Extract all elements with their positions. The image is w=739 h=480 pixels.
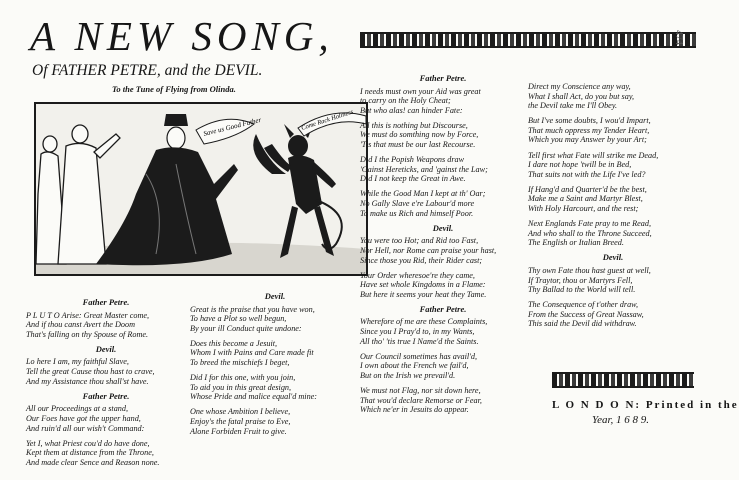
- verse-line: To breed the mischiefs I beget,: [190, 358, 290, 368]
- verse-column-3: [360, 72, 526, 420]
- verse-line: But here it seems your heat they Tame.: [360, 289, 487, 299]
- stanza: [360, 236, 526, 265]
- stanza: [190, 407, 360, 436]
- speaker-label: Devil.: [432, 222, 454, 233]
- verse-line: You were too Hot; and Rid too Fast,: [360, 236, 479, 246]
- verse-line: Which ne'er in Jesuits do appear.: [360, 405, 469, 415]
- speaker-label: Father Petre.: [419, 73, 467, 83]
- verse-line: Our Council sometimes has avail'd,: [360, 351, 478, 361]
- verse-line: And ruin'd all our wish't Command:: [26, 423, 145, 433]
- verse-line: Whose Pride and malice equal'd mine:: [190, 392, 318, 402]
- imprint: [552, 398, 739, 428]
- verse-line: Did I for this one, with you join,: [190, 373, 296, 383]
- stanza: [528, 151, 698, 180]
- verse-line: Since those you Rid, their Rider cast;: [360, 255, 483, 265]
- tune-line: To the Tune of Flying from Olinda.: [112, 84, 236, 94]
- woodcut-image: [36, 104, 366, 274]
- verse-line: The Consequence of t'other draw,: [528, 300, 639, 310]
- verse-line: And made clear Sence and Reason none.: [26, 457, 160, 467]
- verse-line: We must do somthing now by Force,: [360, 130, 479, 140]
- stanza: [360, 386, 526, 415]
- verse-line: If Hang'd and Quarter'd be the best,: [528, 184, 647, 194]
- verse-line: Does this become a Jesuit,: [190, 338, 278, 348]
- devil-figure: [253, 122, 342, 258]
- stanza: [360, 87, 526, 116]
- verse-line: To have a Plot so well begun,: [190, 314, 287, 324]
- stanza: [26, 404, 186, 433]
- verse-line: That suits not with the Life I've led?: [528, 169, 646, 179]
- verse-line: to carry on the Holy Cheat;: [360, 96, 451, 106]
- speaker-label: Devil.: [602, 252, 624, 263]
- verse-line: Direct my Conscience any way,: [528, 82, 631, 91]
- verse-column-2: [190, 290, 360, 442]
- verse-column-1: [26, 296, 186, 473]
- stanza: [528, 185, 698, 214]
- verse-line: But I've some doubts, I wou'd Impart,: [528, 116, 651, 126]
- verse-line: Kept them at distance from the Throne,: [26, 448, 154, 458]
- speech-scroll-left: [196, 116, 262, 144]
- stanza: [528, 82, 698, 111]
- verse-line: But on the Irish we prevail'd.: [360, 370, 456, 380]
- verse-line: Lo here I am, my faithful Slave,: [26, 357, 129, 367]
- verse-line: I dare not hope 'twill be in Bed,: [528, 160, 632, 170]
- svg-text:Save us Good Father: Save us Good Father: [202, 115, 263, 138]
- verse-line: To make us Rich and himself Poor.: [360, 208, 474, 218]
- verse-line: Whom I with Pains and Care made fit: [190, 348, 314, 358]
- verse-line: Nor Hell, nor Rome can praise your hast,: [360, 245, 497, 255]
- verse-line: One whose Ambition I believe,: [190, 407, 291, 417]
- margin-number: 474: [673, 30, 684, 45]
- verse-line: Your Order wheresoe're they came,: [360, 270, 475, 280]
- verse-line: We must not Flag, nor sit down here,: [360, 386, 481, 396]
- verse-line: Which you may Answer by your Art;: [528, 135, 647, 145]
- verse-line: And my Assistance thou shall'st have.: [26, 376, 149, 386]
- stanza: [26, 311, 186, 340]
- stanza: [360, 317, 526, 346]
- stanza: [26, 439, 186, 468]
- speaker-label: Devil.: [95, 343, 117, 354]
- verse-line: Great is the praise that you have won,: [190, 304, 315, 314]
- stanza: [528, 266, 698, 295]
- verse-line: I needs must own your Aid was great: [360, 86, 481, 96]
- stanza: [190, 373, 360, 402]
- imprint-ornament-band: [552, 372, 694, 388]
- svg-text:Come Rack Holiness: Come Rack Holiness: [300, 108, 355, 132]
- verse-line: That wou'd declare Remorse or Fear,: [360, 395, 482, 405]
- verse-line: Have set whole Kingdoms in a Flame:: [360, 280, 486, 290]
- title-ornament-band: [360, 32, 696, 48]
- verse-line: But who alas! can hinder Fate:: [360, 105, 463, 115]
- verse-line: All tho' 'tis true I Name'd the Saints.: [360, 336, 479, 346]
- verse-line: If Traytor, thou or Martyrs Fell,: [528, 275, 633, 285]
- verse-line: With Holy Harcourt, and the rest;: [528, 204, 639, 214]
- verse-line: the Devil take me I'll Obey.: [528, 101, 618, 111]
- stanza: [360, 121, 526, 150]
- verse-line: Make me a Saint and Martyr Blest,: [528, 194, 643, 204]
- ballad-subtitle: Of FATHER PETRE, and the DEVIL.: [32, 62, 263, 79]
- verse-line: That much oppress my Tender Heart,: [528, 125, 650, 135]
- stanza: [26, 357, 186, 386]
- verse-line: Thy own Fate thou hast guest at well,: [528, 266, 651, 275]
- stanza: [360, 155, 526, 184]
- speech-scroll-right: [298, 108, 366, 136]
- verse-line: Yet I, what Priest cou'd do have done,: [26, 438, 150, 448]
- verse-line: 'Gainst Hereticks, and 'gainst the Law;: [360, 164, 488, 174]
- speaker-label: Father Petre.: [419, 303, 467, 314]
- verse-line: I own about the French we fail'd,: [360, 361, 469, 371]
- stanza: [528, 219, 698, 248]
- verse-line: From the Success of Great Nassaw,: [528, 309, 644, 319]
- verse-line: Alone Forbiden Fruit to give.: [190, 426, 287, 436]
- imprint-line-1: L O N D O N: Printed in the: [552, 399, 739, 411]
- speaker-label: Father Petre.: [82, 297, 130, 307]
- verse-line: That's falling on thy Spouse of Rome.: [26, 329, 149, 339]
- speaker-label: Father Petre.: [82, 390, 130, 401]
- verse-line: P L U T O Arise: Great Master come,: [26, 310, 150, 320]
- stanza: [528, 116, 698, 145]
- verse-line: Did I not keep the Great in Awe.: [360, 174, 466, 184]
- verse-line: Enjoy's the fatal praise to Eve,: [190, 417, 291, 427]
- woodcut-illustration: [34, 102, 368, 276]
- stanza: [360, 352, 526, 381]
- verse-line: All our Proceedings at a stand,: [26, 404, 129, 414]
- verse-line: 'Tis that must be our last Recourse.: [360, 140, 476, 150]
- verse-line: Tell the great Cause thou hast to crave,: [26, 367, 155, 377]
- verse-line: Our Foes have got the upper hand,: [26, 413, 141, 423]
- imprint-line-2: Year, 1 6 8 9.: [592, 414, 650, 426]
- verse-line: And who shall to the Throne Succeed,: [528, 228, 652, 238]
- verse-line: Wherefore of me are these Complaints,: [360, 317, 488, 327]
- speaker-label: Devil.: [264, 291, 286, 301]
- verse-line: This said the Devil did withdraw.: [528, 319, 637, 329]
- verse-line: To aid you in this great design,: [190, 382, 292, 392]
- verse-line: While the Good Man I kept at th' Oar;: [360, 189, 486, 199]
- stanza: [360, 189, 526, 218]
- verse-line: Tell first what Fate will strike me Dead,: [528, 150, 659, 160]
- verse-line: And if thou canst Avert the Doom: [26, 320, 136, 330]
- friars-figures: [36, 125, 120, 264]
- verse-line: The English or Italian Breed.: [528, 238, 624, 248]
- verse-column-4: [528, 82, 698, 335]
- stanza: [528, 300, 698, 329]
- verse-line: Did I the Popish Weapons draw: [360, 155, 465, 165]
- ballad-title: A NEW SONG,: [30, 13, 334, 59]
- verse-line: What I shall Act, do you but say,: [528, 91, 635, 101]
- verse-line: Next Englands Fate pray to me Read,: [528, 219, 652, 229]
- stanza: [190, 339, 360, 368]
- verse-line: All this is nothing but Discourse,: [360, 120, 468, 130]
- stanza: [190, 305, 360, 334]
- verse-line: No Gally Slave e're Labour'd more: [360, 199, 475, 209]
- verse-line: By your ill Conduct quite undone:: [190, 323, 302, 333]
- verse-line: Since you I Pray'd to, in my Wants,: [360, 327, 475, 337]
- verse-line: Thy Ballad to the World will tell.: [528, 285, 636, 295]
- stanza: [360, 271, 526, 300]
